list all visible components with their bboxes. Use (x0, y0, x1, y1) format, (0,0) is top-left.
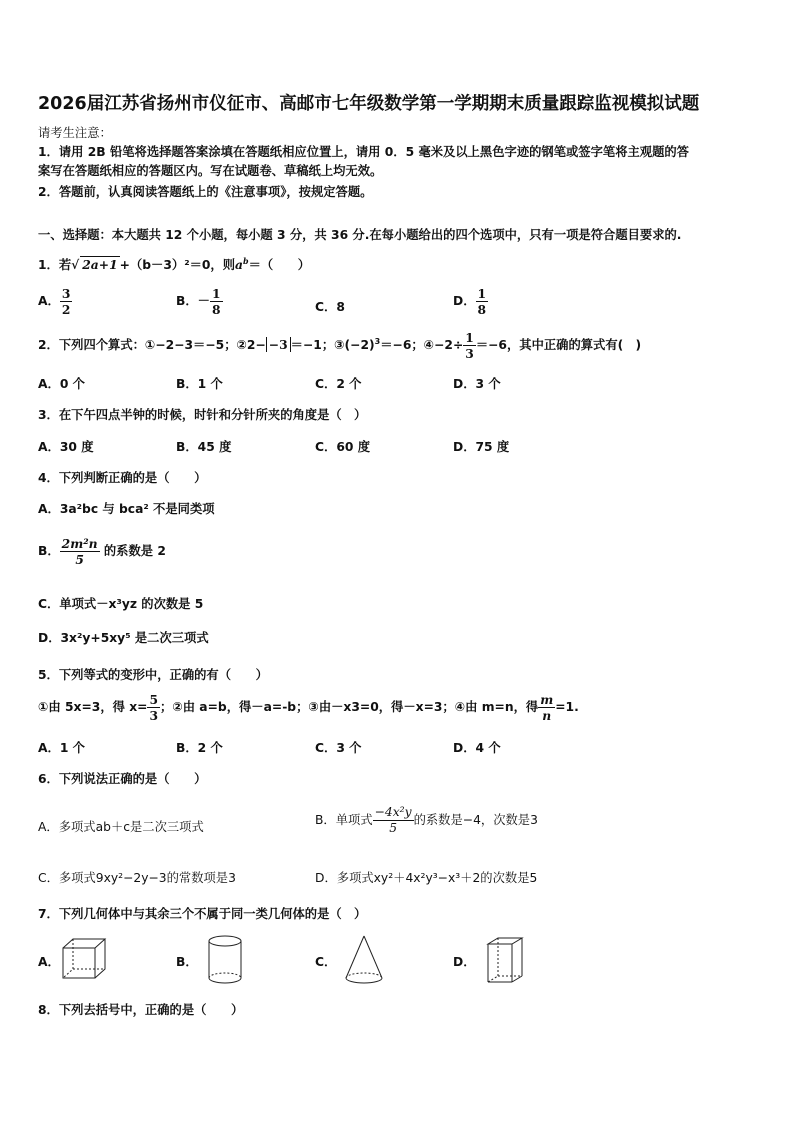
q1-option-d (453, 286, 488, 317)
fraction-denominator: 3 (465, 346, 474, 361)
fraction-numerator: 1 (211, 286, 221, 301)
q6-option-b-prefix: B．单项式 (315, 813, 373, 827)
question-8-stem: 8．下列去括号中，正确的是（ ） (38, 1003, 244, 1017)
fraction-numerator: 3 (61, 286, 71, 301)
q3-option-b: B．45 度 (176, 440, 232, 454)
page-title: 2026届江苏省扬州市仪征市、高邮市七年级数学第一学期期末质量跟踪监视模拟试题 (38, 94, 700, 114)
q4-option-c: C．单项式－x³yz 的次数是 5 (38, 597, 204, 611)
q3-option-d: D．75 度 (453, 440, 510, 454)
q6-option-b-fraction (373, 805, 414, 836)
q2-option-a: A．0 个 (38, 377, 85, 391)
q1-option-c: C．8 (315, 300, 345, 314)
section-heading: 一、选择题：本大题共 12 个小题，每小题 3 分，共 36 分.在每小题给出的四个选项中，只有一项是符合题目要求的. (38, 228, 682, 242)
q1-radicand: 2a+1 (82, 257, 118, 272)
fraction-denominator: 5 (75, 552, 84, 567)
fraction-denominator: n (542, 708, 552, 723)
q4-option-b-suffix: 的系数是 2 (103, 544, 166, 558)
fraction-numerator: −4x²y (374, 805, 412, 819)
notice-item-1-line-2: 案写在答题纸相应的答题区内。写在试题卷、草稿纸上均无效。 (38, 164, 383, 178)
q1-option-b-fraction (210, 286, 223, 317)
q2-fraction (463, 330, 476, 361)
q7-option-a-label: A． (38, 955, 60, 969)
q6-option-b (315, 805, 538, 836)
q3-option-c: C．60 度 (315, 440, 371, 454)
q6-option-a: A．多项式ab＋c是二次三项式 (38, 820, 204, 834)
q1-power-base: a (235, 257, 243, 272)
fraction-numerator: 1 (465, 330, 474, 345)
fraction-denominator: 8 (211, 302, 221, 317)
q4-option-b-label: B． (38, 544, 60, 558)
question-1-stem (38, 255, 310, 273)
q2-part-3: ＝−6；④−2÷ (380, 338, 464, 352)
q1-option-a (38, 286, 72, 317)
q5-line-c: =1. (555, 700, 579, 714)
question-6-stem: 6．下列说法正确的是（ ） (38, 772, 207, 786)
fraction-denominator: 8 (477, 302, 487, 317)
q7-option-c-label: C． (315, 955, 337, 969)
q2-absolute-value: −3 (266, 337, 291, 352)
q5-line-b: ；②由 a=b，得－a=-b；③由－x3=0，得－x=3；④由 m=n，得 (160, 700, 539, 714)
notice-item-1-line-1: 1．请用 2B 铅笔将选择题答案涂填在答题纸相应位置上，请用 0．5 毫米及以上黑色字迹的钢笔或签字笔将主观题的答 (38, 145, 689, 159)
q5-option-d: D．4 个 (453, 741, 501, 755)
q5-option-a: A．1 个 (38, 741, 85, 755)
q2-prefix: 2．下列四个算式：①−2−3＝−5；②2− (38, 338, 266, 352)
q2-exponent: 3 (374, 336, 381, 346)
q1-option-b (176, 286, 223, 317)
q7-option-d-label: D． (453, 955, 476, 969)
fraction-numerator: 5 (149, 692, 159, 707)
q2-part-2: ＝−1；③(−2) (290, 338, 375, 352)
notice-heading: 请考生注意： (38, 126, 112, 140)
fraction-numerator: 1 (477, 286, 487, 301)
q1-option-b-label: B．－ (176, 294, 210, 308)
prism-icon (484, 934, 526, 986)
notice-item-2: 2．答题前，认真阅读答题纸上的《注意事项》，按规定答题。 (38, 185, 373, 199)
q1-middle: +（b－3）²＝0，则 (119, 258, 236, 272)
q6-option-b-suffix: 的系数是−4，次数是3 (413, 813, 538, 827)
question-3-stem: 3．在下午四点半钟的时候，时针和分针所夹的角度是（ ） (38, 408, 367, 422)
question-2-stem (38, 330, 641, 361)
q5-option-b: B．2 个 (176, 741, 223, 755)
q1-prefix: 1．若 (38, 258, 72, 272)
question-5-stem: 5．下列等式的变形中，正确的有（ ） (38, 668, 268, 682)
q7-option-b-label: B． (176, 955, 198, 969)
q4-option-b-fraction (60, 536, 100, 567)
q2-option-d: D．3 个 (453, 377, 501, 391)
q2-option-c: C．2 个 (315, 377, 362, 391)
q1-power-exp: b (243, 255, 249, 266)
q4-option-d: D．3x²y+5xy⁵ 是二次三项式 (38, 631, 209, 645)
q6-option-d: D．多项式xy²＋4x²y³−x³＋2的次数是5 (315, 871, 538, 885)
q5-statement-line (38, 692, 579, 723)
q5-fraction-1 (147, 692, 160, 723)
fraction-numerator: m (540, 692, 554, 707)
q2-option-b: B．1 个 (176, 377, 223, 391)
q4-option-a: A．3a²bc 与 bca² 不是同类项 (38, 502, 215, 516)
fraction-denominator: 2 (61, 302, 71, 317)
q1-option-d-label: D． (453, 294, 476, 308)
q4-option-b (38, 536, 166, 567)
cube-icon (60, 936, 110, 980)
question-4-stem: 4．下列判断正确的是（ ） (38, 471, 207, 485)
fraction-denominator: 3 (149, 708, 159, 723)
q5-fraction-2 (538, 692, 555, 723)
q5-line-a: ①由 5x=3，得 x= (38, 700, 148, 714)
q2-suffix: ＝−6，其中正确的算式有( ) (475, 338, 642, 352)
fraction-denominator: 5 (389, 821, 398, 835)
q1-option-d-fraction (476, 286, 489, 317)
q6-option-c: C．多项式9xy²−2y−3的常数项是3 (38, 871, 236, 885)
q3-option-a: A．30 度 (38, 440, 94, 454)
sqrt-symbol: √ (71, 257, 80, 272)
fraction-numerator: 2m²n (61, 536, 98, 551)
q1-option-a-fraction (60, 286, 73, 317)
question-7-stem: 7．下列几何体中与其余三个不属于同一类几何体的是（ ） (38, 907, 367, 921)
q1-option-a-label: A． (38, 294, 60, 308)
cone-icon (342, 934, 386, 986)
cylinder-icon (205, 934, 245, 986)
q1-suffix: ＝（ ） (248, 258, 311, 272)
q5-option-c: C．3 个 (315, 741, 362, 755)
